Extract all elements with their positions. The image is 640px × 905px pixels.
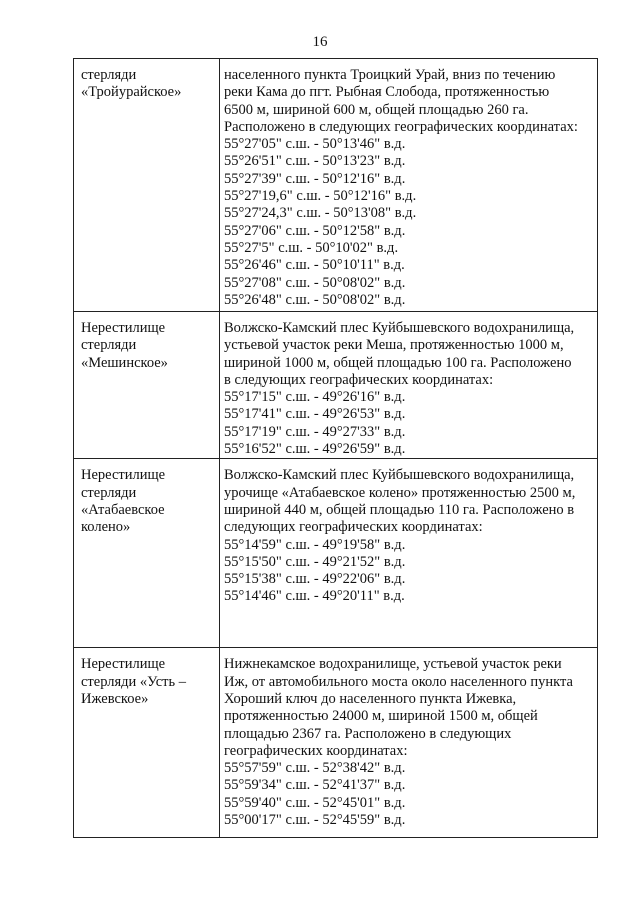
description-cell (220, 59, 598, 312)
name-line: стерляди «Усть – (81, 673, 186, 690)
name-line: Ижевское» (81, 690, 149, 707)
name-line: «Мешинское» (81, 354, 168, 371)
coordinate-line: 55°14'59" с.ш. - 49°19'58" в.д. (224, 536, 406, 553)
coordinate-line: 55°26'48" с.ш. - 50°08'02" в.д. (224, 291, 406, 308)
description-cell (220, 312, 598, 459)
description-line: Нижнекамское водохранилище, устьевой участок реки (224, 656, 562, 673)
description-line: Волжско-Камский плес Куйбышевского водохранилища, (224, 467, 575, 484)
description-line: Волжско-Камский плес Куйбышевского водохранилища, (224, 320, 575, 336)
name-line: Нерестилище (81, 320, 166, 336)
coordinate-line: 55°26'51" с.ш. - 50°13'23" в.д. (224, 153, 406, 170)
description-line: протяженностью 24000 м, шириной 1500 м, общей (224, 708, 538, 725)
coordinate-line: 55°15'38" с.ш. - 49°22'06" в.д. (224, 571, 406, 588)
name-line: стерляди (81, 337, 137, 354)
description-cell (220, 459, 598, 648)
description-line: Хороший ключ до населенного пункта Ижевка, (224, 690, 517, 707)
description-line: урочище «Атабаевское колено» протяженностью 2500 м, (224, 484, 576, 501)
name-line: стерляди (81, 67, 137, 83)
spawning-ground-name-cell (74, 459, 220, 648)
coordinate-line: 55°26'46" с.ш. - 50°10'11" в.д. (224, 257, 405, 274)
coordinate-line: 55°17'41" с.ш. - 49°26'53" в.д. (224, 406, 406, 423)
description-line: в следующих географических координатах: (224, 371, 494, 388)
spawning-ground-name-cell (74, 648, 220, 838)
coordinate-line: 55°15'50" с.ш. - 49°21'52" в.д. (224, 553, 406, 570)
table-row (74, 312, 598, 459)
table-row (74, 648, 598, 838)
description-line: реки Кама до пгт. Рыбная Слобода, протяженностью (224, 84, 550, 101)
coordinate-line: 55°27'5" с.ш. - 50°10'02" в.д. (224, 239, 399, 256)
coordinate-line: 55°27'39" с.ш. - 50°12'16" в.д. (224, 170, 406, 187)
table-row (74, 59, 598, 312)
coordinate-line: 55°27'08" с.ш. - 50°08'02" в.д. (224, 274, 406, 291)
description-line: географических координатах: (224, 742, 408, 759)
coordinate-line: 55°57'59" с.ш. - 52°38'42" в.д. (224, 760, 406, 777)
coordinate-line: 55°27'19,6" с.ш. - 50°12'16" в.д. (224, 188, 417, 205)
description-line: шириной 1000 м, общей площадью 100 га. Расположено (224, 354, 572, 371)
coordinate-line: 55°16'52" с.ш. - 49°26'59" в.д. (224, 441, 406, 458)
coordinate-line: 55°59'40" с.ш. - 52°45'01" в.д. (224, 794, 406, 811)
name-line: «Тройурайское» (81, 84, 182, 101)
description-cell (220, 648, 598, 838)
name-line: Нерестилище (81, 656, 166, 673)
coordinate-line: 55°27'06" с.ш. - 50°12'58" в.д. (224, 222, 406, 239)
table-row (74, 459, 598, 648)
coordinate-line: 55°17'15" с.ш. - 49°26'16" в.д. (224, 389, 406, 406)
coordinate-line: 55°14'46" с.ш. - 49°20'11" в.д. (224, 588, 405, 605)
coordinate-line: 55°27'24,3" с.ш. - 50°13'08" в.д. (224, 205, 417, 222)
description-line: населенного пункта Троицкий Урай, вниз по течению (224, 67, 556, 83)
description-line: следующих географических координатах: (224, 519, 483, 536)
description-line: Расположено в следующих географических координатах: (224, 118, 578, 135)
name-line: «Атабаевское (81, 501, 165, 518)
coordinate-line: 55°00'17" с.ш. - 52°45'59" в.д. (224, 812, 406, 829)
spawning-grounds-table (73, 58, 598, 838)
coordinate-line: 55°17'19" с.ш. - 49°27'33" в.д. (224, 423, 406, 440)
description-line: шириной 440 м, общей площадью 110 га. Расположено в (224, 501, 575, 518)
coordinate-line: 55°59'34" с.ш. - 52°41'37" в.д. (224, 777, 406, 794)
name-line: колено» (81, 519, 131, 536)
spawning-ground-name-cell (74, 312, 220, 459)
description-line: устьевой участок реки Меша, протяженностью 1000 м, (224, 337, 564, 354)
coordinate-line: 55°27'05" с.ш. - 50°13'46" в.д. (224, 136, 406, 153)
page-number: 16 (312, 34, 328, 50)
name-line: Нерестилище (81, 467, 166, 484)
description-line: Иж, от автомобильного моста около населенного пункта (224, 673, 573, 690)
spawning-ground-name-cell (74, 59, 220, 312)
description-line: 6500 м, шириной 600 м, общей площадью 260 га. (224, 101, 529, 118)
name-line: стерляди (81, 484, 137, 501)
description-line: площадью 2367 га. Расположено в следующих (224, 725, 512, 742)
